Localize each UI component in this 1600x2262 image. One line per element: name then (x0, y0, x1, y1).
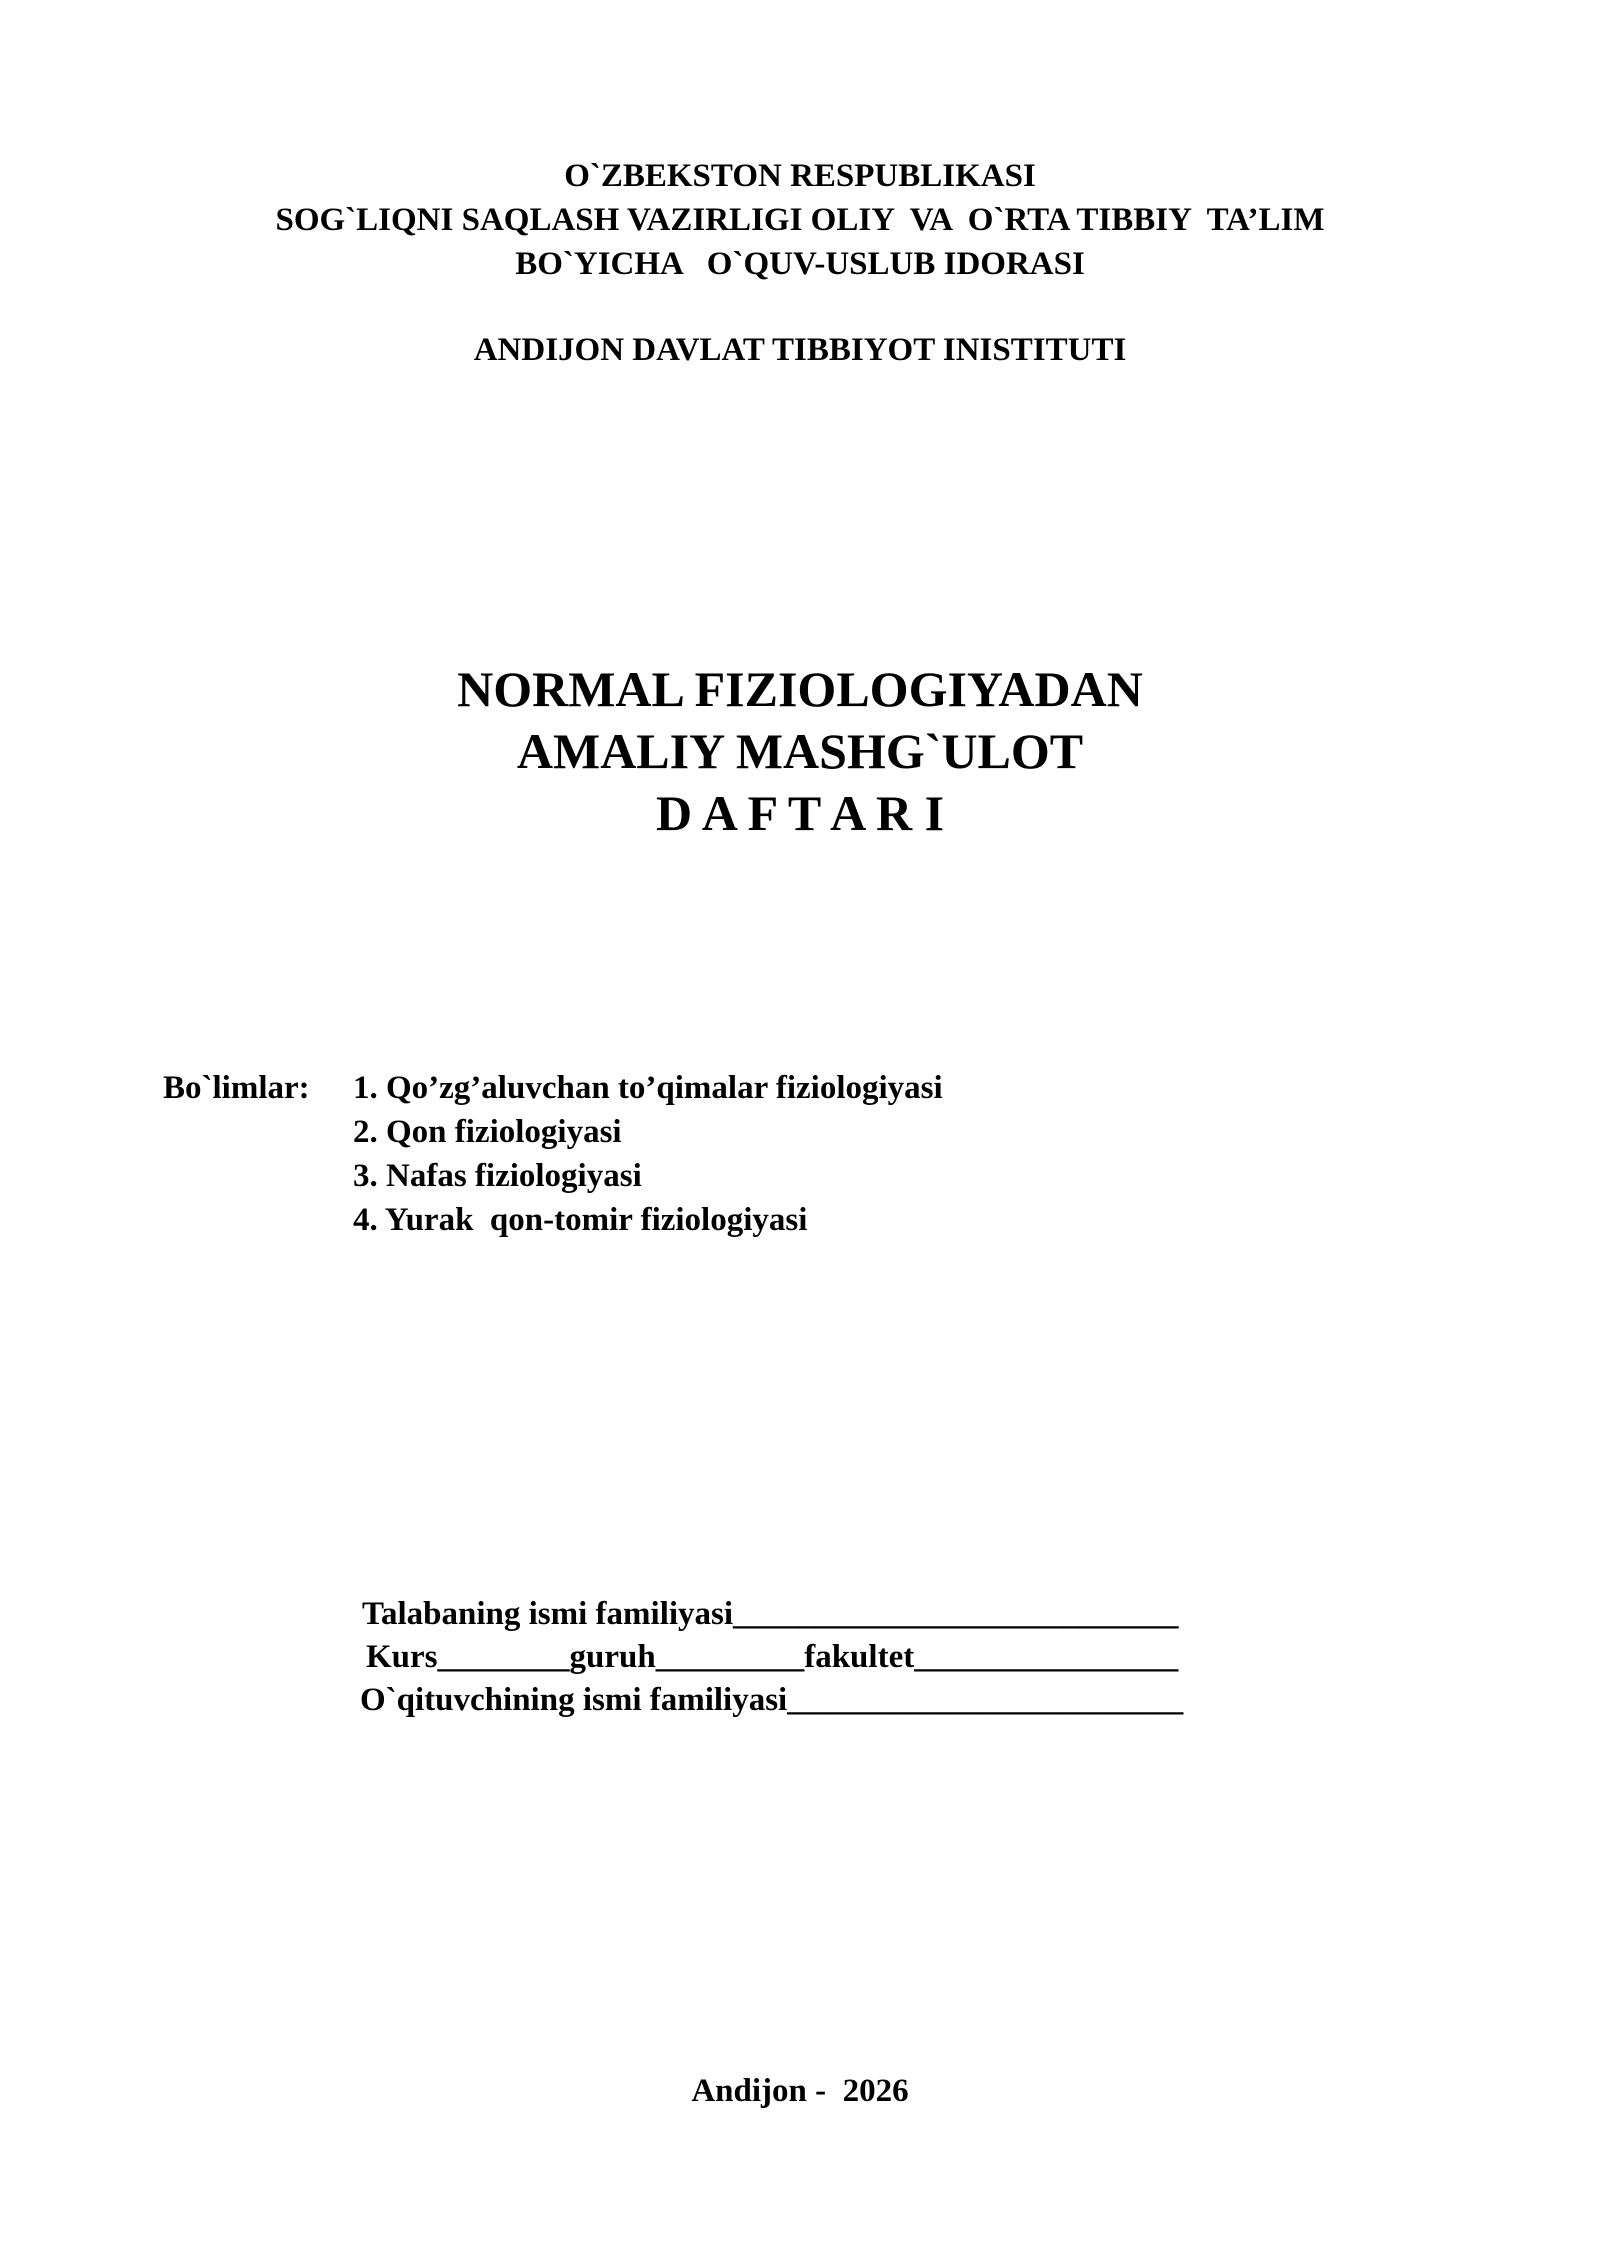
teacher-name-field[interactable]: O`qituvchining ismi familiyasi________________________ (360, 1682, 1184, 1718)
section-row (163, 1066, 943, 1110)
ministry-country-heading: O`ZBEKSTON RESPUBLIKASI (564, 158, 1036, 194)
section-item: 1. Qo’zg’aluvchan to’qimalar fiziologiyasi (353, 1070, 943, 1106)
section-row (163, 1154, 943, 1198)
section-item: 4. Yurak qon-tomir fiziologiyasi (353, 1202, 808, 1238)
ministry-office-heading: BO`YICHA O`QUV-USLUB IDORASI (515, 246, 1085, 282)
sections-label: Bo`limlar: (163, 1070, 310, 1106)
section-item: 2. Qon fiziologiyasi (353, 1114, 622, 1150)
section-row (163, 1110, 943, 1154)
sections-list (163, 1066, 943, 1242)
section-item: 3. Nafas fiziologiyasi (353, 1158, 642, 1194)
course-group-faculty-field[interactable]: Kurs________guruh_________fakultet________________ (366, 1639, 1179, 1675)
place-year: Andijon - 2026 (691, 2073, 909, 2109)
section-row (163, 1198, 943, 1242)
student-name-field[interactable]: Talabaning ismi familiyasi___________________________ (362, 1596, 1179, 1632)
document-title-line-3: D A F T A R I (655, 785, 945, 841)
institute-heading: ANDIJON DAVLAT TIBBIYOT INISTITUTI (473, 332, 1127, 368)
document-title-line-1: NORMAL FIZIOLOGIYADAN (457, 661, 1143, 717)
ministry-name-heading: SOG`LIQNI SAQLASH VAZIRLIGI OLIY VA O`RTA TIBBIY TA’LIM (275, 202, 1325, 238)
document-title-line-2: AMALIY MASHG`ULOT (516, 723, 1084, 779)
